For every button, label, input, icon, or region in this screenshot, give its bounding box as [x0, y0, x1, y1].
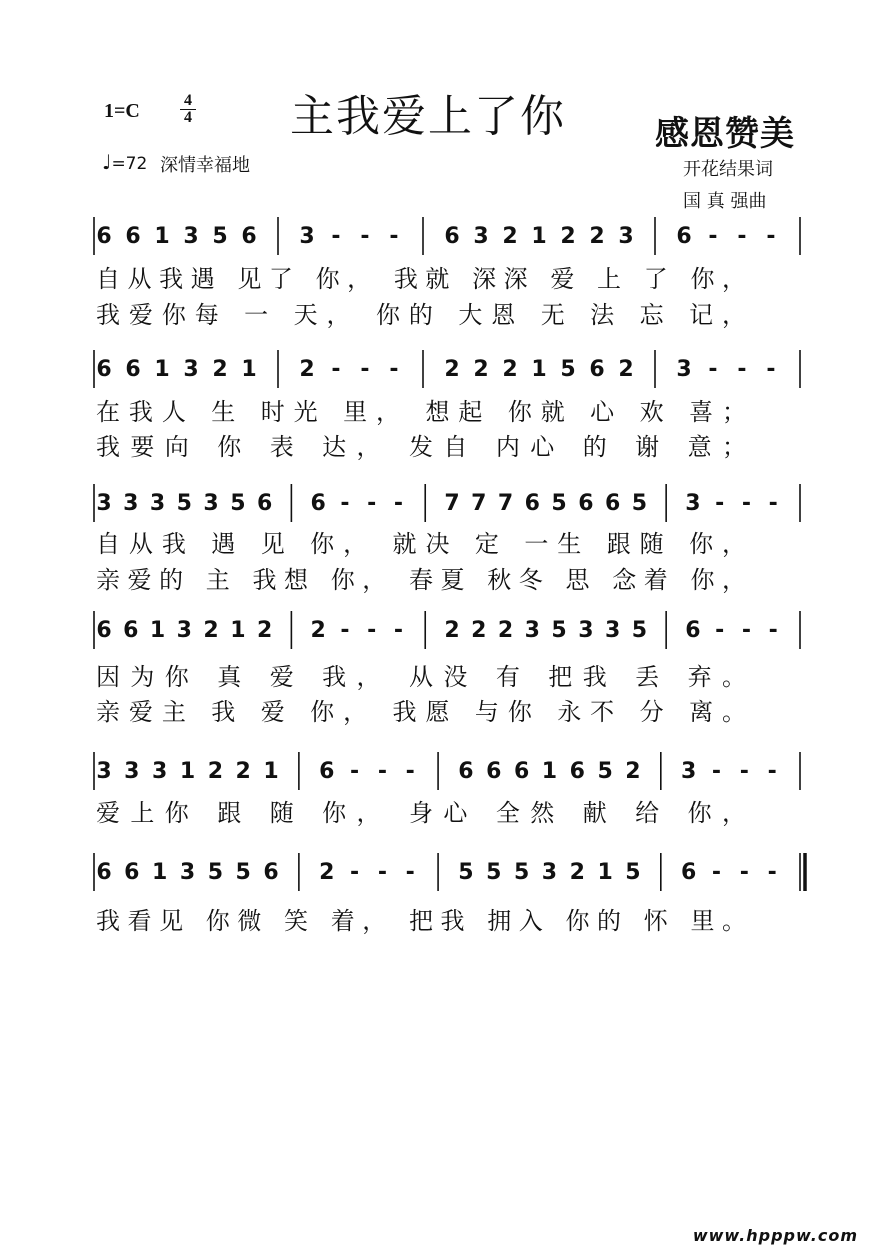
note: 7 — [444, 491, 460, 516]
series-label: 感恩赞美 — [655, 114, 795, 154]
note: 6 — [486, 759, 502, 784]
hold-dash: - — [737, 357, 747, 382]
note: 3 — [676, 357, 692, 382]
note: 2 — [497, 618, 514, 643]
note: 3 — [680, 759, 697, 784]
note: 6 — [444, 224, 460, 249]
note: 3 — [685, 491, 701, 516]
note: 3 — [618, 224, 634, 249]
lyric-line: 我看见 你微 笑 着， 把我 拥入 你的 怀 里。 — [96, 907, 746, 935]
note: 2 — [569, 860, 585, 885]
note: 5 — [212, 224, 228, 249]
note: 6 — [310, 491, 326, 516]
note: 2 — [473, 357, 489, 382]
note: 6 — [524, 491, 540, 516]
note: 3 — [149, 491, 166, 516]
note: 1 — [541, 759, 558, 784]
note: 2 — [212, 357, 228, 382]
hold-dash: - — [768, 491, 778, 516]
hold-dash: - — [767, 860, 777, 885]
note: 1 — [263, 759, 279, 784]
note: 6 — [263, 860, 279, 885]
note: 2 — [207, 759, 224, 784]
hold-dash: - — [377, 860, 387, 885]
note: 3 — [541, 860, 558, 885]
hold-dash: - — [766, 224, 776, 249]
note: 3 — [152, 759, 168, 784]
note: 5 — [551, 618, 567, 643]
note: 6 — [589, 357, 605, 382]
hold-dash: - — [715, 491, 725, 516]
note: 1 — [154, 224, 170, 249]
lyric-line: 在我人 生 时光 里， 想起 你就 心 欢 喜； — [96, 398, 746, 426]
note: 5 — [560, 357, 576, 382]
note: 2 — [560, 224, 576, 249]
note: 3 — [96, 491, 112, 516]
lyric-line: 我爱你每 一 天， 你的 大恩 无 法 忘 记， — [96, 301, 746, 329]
note: 6 — [96, 618, 112, 643]
lyric-line: 亲爱的 主 我想 你， 春夏 秋冬 思 念着 你， — [96, 566, 746, 594]
hold-dash: - — [711, 860, 722, 885]
note: 3 — [604, 618, 621, 643]
note: 3 — [578, 618, 594, 643]
hold-dash: - — [393, 491, 404, 516]
hold-dash: - — [767, 759, 777, 784]
note: 5 — [486, 860, 502, 885]
hold-dash: - — [360, 224, 370, 249]
expression-mark: 深情幸福地 — [160, 155, 250, 176]
song-title: 主我爱上了你 — [290, 91, 566, 142]
tempo-value: =72 — [111, 154, 148, 174]
note: 6 — [604, 491, 621, 516]
note: 1 — [531, 224, 547, 249]
note: 1 — [149, 618, 166, 643]
note: 6 — [256, 491, 273, 516]
composer-credit: 国 真 强曲 — [683, 191, 767, 212]
note: 7 — [497, 491, 514, 516]
note: 5 — [551, 491, 567, 516]
note: 1 — [531, 357, 547, 382]
lyric-line: 自从我遇 见了 你， 我就 深深 爱 上 了 你， — [96, 265, 746, 293]
note: 3 — [183, 224, 199, 249]
note: 2 — [625, 759, 641, 784]
note: 5 — [230, 491, 246, 516]
site-watermark: www.hpppw.com — [692, 1226, 858, 1245]
note: 3 — [183, 357, 199, 382]
lyric-line: 我要向 你 表 达， 发自 内心 的 谢 意； — [96, 433, 746, 461]
note: 3 — [123, 491, 139, 516]
note: 6 — [680, 860, 697, 885]
time-signature-top: 4 — [180, 93, 196, 110]
note: 5 — [625, 860, 641, 885]
note: 2 — [444, 618, 460, 643]
hold-dash: - — [766, 357, 776, 382]
note: 3 — [124, 759, 140, 784]
note: 2 — [444, 357, 460, 382]
note: 2 — [502, 224, 518, 249]
hold-dash: - — [741, 491, 752, 516]
note: 5 — [207, 860, 224, 885]
hold-dash: - — [349, 860, 360, 885]
hold-dash: - — [739, 759, 749, 784]
time-signature-bottom: 4 — [184, 109, 192, 126]
hold-dash: - — [393, 618, 404, 643]
note: 6 — [458, 759, 474, 784]
note: 5 — [458, 860, 474, 885]
note: 1 — [241, 357, 257, 382]
hold-dash: - — [708, 357, 718, 382]
note: 5 — [631, 618, 648, 643]
note: 3 — [176, 618, 192, 643]
hold-dash: - — [737, 224, 747, 249]
note: 2 — [502, 357, 518, 382]
note: 3 — [179, 860, 196, 885]
note: 1 — [230, 618, 246, 643]
note: 3 — [473, 224, 489, 249]
note: 6 — [123, 618, 139, 643]
note: 5 — [631, 491, 648, 516]
quarter-note-icon: ♩ — [102, 150, 112, 174]
note: 5 — [513, 860, 530, 885]
hold-dash: - — [377, 759, 387, 784]
hold-dash: - — [405, 860, 415, 885]
note: 7 — [471, 491, 487, 516]
hold-dash: - — [367, 491, 377, 516]
hold-dash: - — [340, 491, 350, 516]
note: 2 — [235, 759, 251, 784]
note: 6 — [96, 860, 112, 885]
note: 2 — [299, 357, 315, 382]
note: 1 — [179, 759, 196, 784]
hold-dash: - — [711, 759, 722, 784]
hold-dash: - — [331, 224, 341, 249]
note: 5 — [176, 491, 192, 516]
lyric-line: 自从我 遇 见 你， 就决 定 一生 跟随 你， — [96, 530, 746, 558]
note: 2 — [589, 224, 605, 249]
note: 1 — [597, 860, 613, 885]
hold-dash: - — [739, 860, 749, 885]
lyric-line: 亲爱主 我 爱 你， 我愿 与你 永不 分 离。 — [96, 698, 746, 726]
hold-dash: - — [340, 618, 350, 643]
hold-dash: - — [715, 618, 725, 643]
note: 6 — [578, 491, 594, 516]
note: 6 — [96, 357, 112, 382]
key-signature: 1=C — [104, 100, 140, 122]
note: 5 — [597, 759, 613, 784]
hold-dash: - — [360, 357, 370, 382]
note: 6 — [319, 759, 335, 784]
note: 6 — [125, 224, 141, 249]
note: 3 — [524, 618, 540, 643]
note: 3 — [299, 224, 315, 249]
note: 6 — [241, 224, 257, 249]
lyric-line: 爱上你 跟 随 你， 身心 全然 献 给 你， — [96, 799, 746, 827]
note: 6 — [96, 224, 112, 249]
hold-dash: - — [389, 224, 399, 249]
note: 5 — [235, 860, 251, 885]
note: 2 — [310, 618, 326, 643]
hold-dash: - — [367, 618, 377, 643]
note: 1 — [154, 357, 170, 382]
note: 3 — [203, 491, 219, 516]
hold-dash: - — [405, 759, 415, 784]
note: 6 — [513, 759, 530, 784]
note: 6 — [124, 860, 140, 885]
hold-dash: - — [741, 618, 752, 643]
hold-dash: - — [331, 357, 341, 382]
note: 6 — [685, 618, 701, 643]
note: 2 — [256, 618, 273, 643]
note: 2 — [203, 618, 219, 643]
hold-dash: - — [389, 357, 399, 382]
lyricist-credit: 开花结果词 — [683, 159, 773, 180]
note: 6 — [569, 759, 585, 784]
note: 2 — [618, 357, 634, 382]
note: 2 — [319, 860, 335, 885]
note: 2 — [471, 618, 487, 643]
note: 3 — [96, 759, 112, 784]
hold-dash: - — [768, 618, 778, 643]
note: 1 — [152, 860, 168, 885]
hold-dash: - — [708, 224, 718, 249]
note: 6 — [125, 357, 141, 382]
note: 6 — [676, 224, 692, 249]
lyric-line: 因为你 真 爱 我， 从没 有 把我 丢 弃。 — [96, 663, 746, 691]
hold-dash: - — [349, 759, 360, 784]
